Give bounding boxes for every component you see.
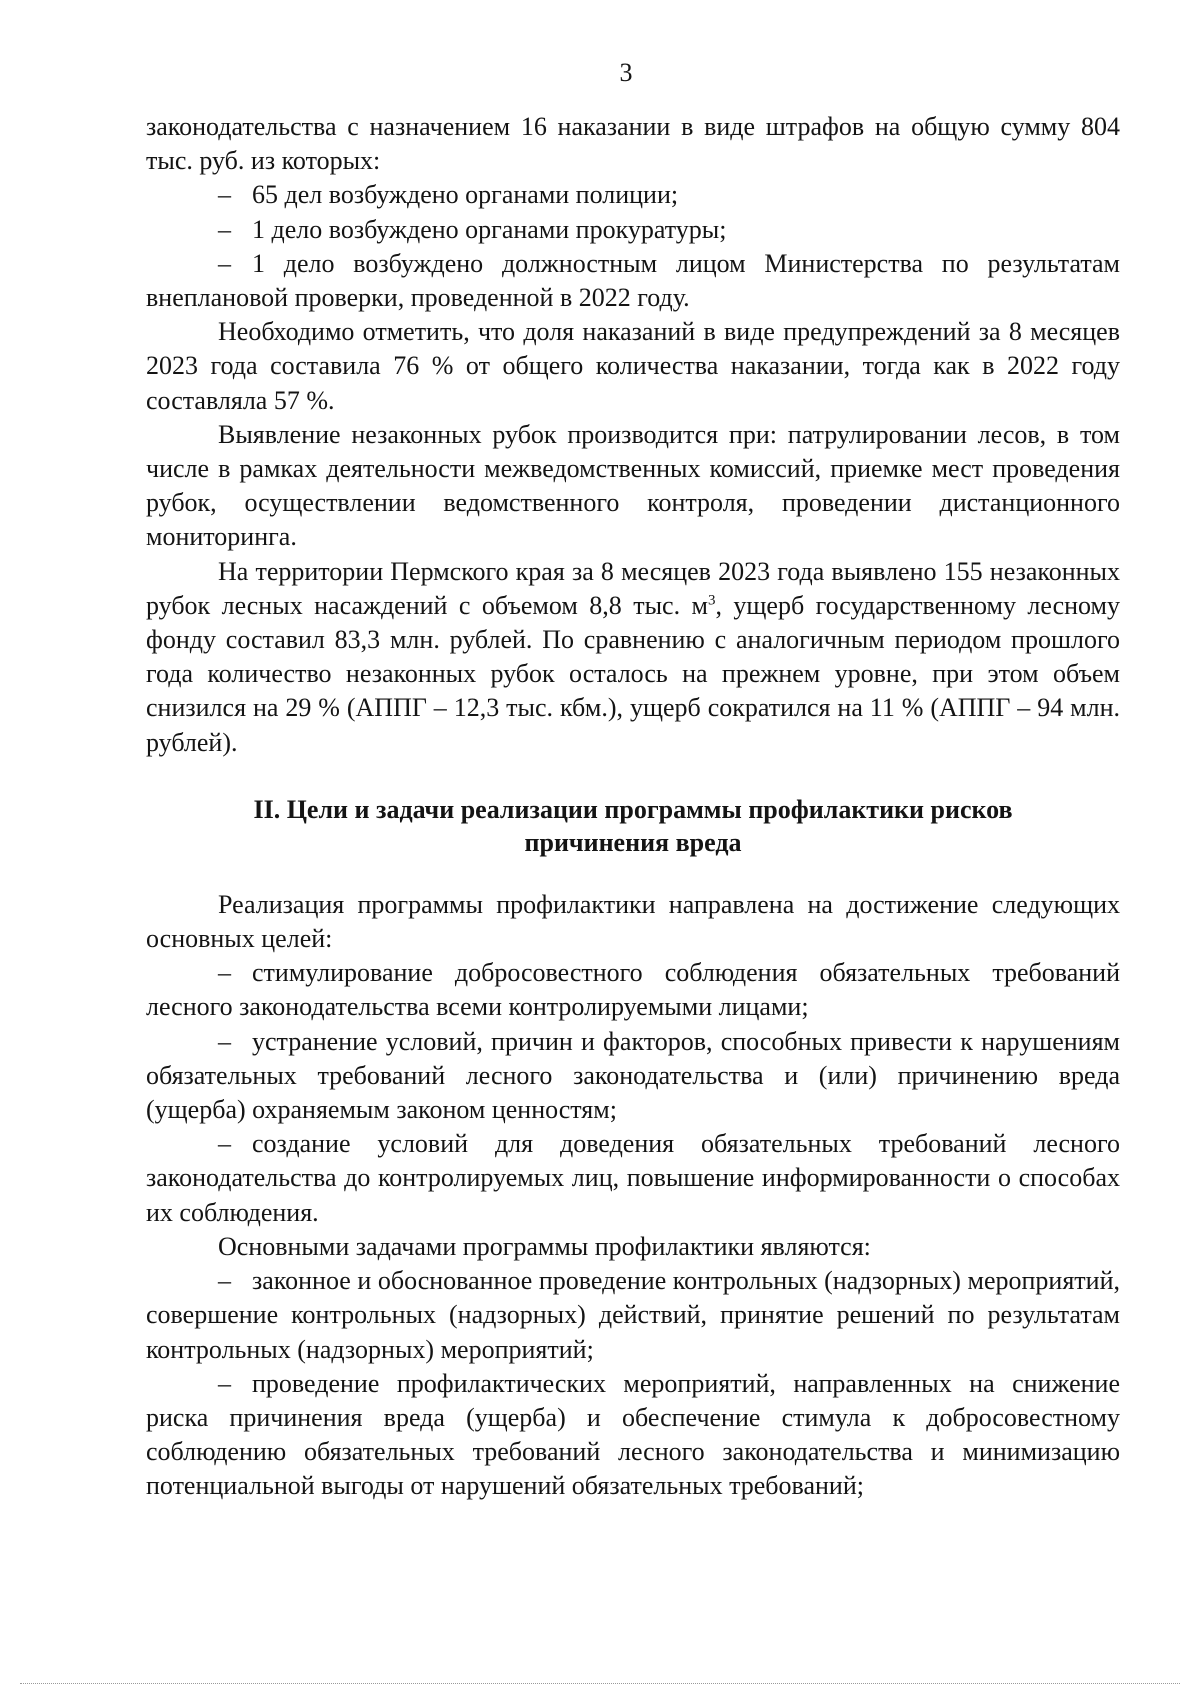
list-item-text: устранение условий, причин и факторов, способных привести к нарушениям обязательных требований лесного законодательства и (или) причинению вреда (ущерба) охраняемым законом ценностям; xyxy=(146,1026,1120,1125)
list-item-text: проведение профилактических мероприятий, направленных на снижение риска причинения вреда (ущерба) и обеспечение стимула к добросовестному соблюдению обязательных требований лесного законодательства и минимизацию потенциальной выгоды от нарушений обязательных требований; xyxy=(146,1368,1120,1501)
paragraph-penalties-intro: законодательства с назначением 16 наказании в виде штрафов на общую сумму 804 тыс. руб. из которых: xyxy=(146,112,1120,176)
list-item-text: стимулирование добросовестного соблюдения обязательных требований лесного законодательства всеми контролируемыми лицами; xyxy=(146,958,1120,1022)
list-item-text: законное и обоснованное проведение контрольных (надзорных) мероприятий, совершение контрольных (надзорных) действий, принятие решений по результатам контрольных (надзорных) мероприятий; xyxy=(146,1266,1120,1364)
section-heading-line1: II. Цели и задачи реализации программы профилактики рисков xyxy=(253,794,1013,824)
section-heading xyxy=(146,793,1120,859)
document-page xyxy=(146,58,1120,1504)
list-item-text: создание условий для доведения обязательных требований лесного законодательства до контролируемых лиц, повышение информированности о способах их соблюдения. xyxy=(146,1129,1120,1227)
paragraph-program-goals-intro: Реализация программы профилактики направлена на достижение следующих основных целей: xyxy=(146,889,1120,954)
list-item-text: 1 дело возбуждено должностным лицом Министерства по результатам внеплановой проверки, проведенной в 2022 году. xyxy=(146,248,1120,313)
task-item-preventive-measures xyxy=(146,1367,1120,1504)
goal-item-elimination xyxy=(146,1025,1120,1128)
list-item-text: 65 дел возбуждено органами полиции; xyxy=(252,180,679,210)
stats-text-part1: На территории Пермского края за 8 месяцев 2023 года выявлено 155 незаконных рубок лесных насаждений с объемом 8,8 тыс. м xyxy=(146,556,1120,620)
paragraph-detection-methods: Выявление незаконных рубок производится при: патрулировании лесов, в том числе в рамках деятельности межведомственных комиссий, приемке мест проведения рубок, осуществлении ведомственного контроля, проведении дистанционного мониторинга. xyxy=(146,419,1120,552)
dash-marker: – xyxy=(218,180,231,210)
dash-marker: – xyxy=(218,214,231,244)
paragraph-illegal-logging-stats xyxy=(146,555,1120,760)
goal-item-stimulation xyxy=(146,956,1120,1024)
dash-marker: – xyxy=(218,1129,231,1159)
cubic-superscript: 3 xyxy=(707,592,716,609)
stats-text-part2: , ущерб государственному лесному фонду составил 83,3 млн. рублей. По сравнению с аналогичным периодом прошлого года количество незаконных рубок осталось на прежнем уровне, при этом объем снизился на 29 % (АППГ – 12,3 тыс. кбм.), ущерб сократился на 11 % (АППГ – 94 млн. рублей). xyxy=(146,590,1120,757)
scan-bottom-edge xyxy=(20,1683,1180,1684)
list-item-ministry-case xyxy=(146,247,1120,315)
dash-marker: – xyxy=(218,1266,231,1296)
page-number: 3 xyxy=(619,58,633,87)
dash-marker: – xyxy=(218,248,231,278)
dash-marker: – xyxy=(218,958,231,988)
list-item-prosecutor-case xyxy=(146,213,1120,247)
goal-item-conditions xyxy=(146,1127,1120,1230)
list-item-text: 1 дело возбуждено органами прокуратуры; xyxy=(252,214,727,244)
paragraph-program-tasks-intro: Основными задачами программы профилактики являются: xyxy=(218,1231,871,1261)
list-item-police-cases xyxy=(146,178,1120,212)
paragraph-warnings-share: Необходимо отметить, что доля наказаний в виде предупреждений за 8 месяцев 2023 года составила 76 % от общего количества наказании, тогда как в 2022 году составляла 57 %. xyxy=(146,317,1120,415)
task-item-lawful-control xyxy=(146,1264,1120,1367)
section-heading-line2: причинения вреда xyxy=(524,827,742,857)
dash-marker: – xyxy=(218,1026,231,1056)
dash-marker: – xyxy=(218,1368,231,1398)
